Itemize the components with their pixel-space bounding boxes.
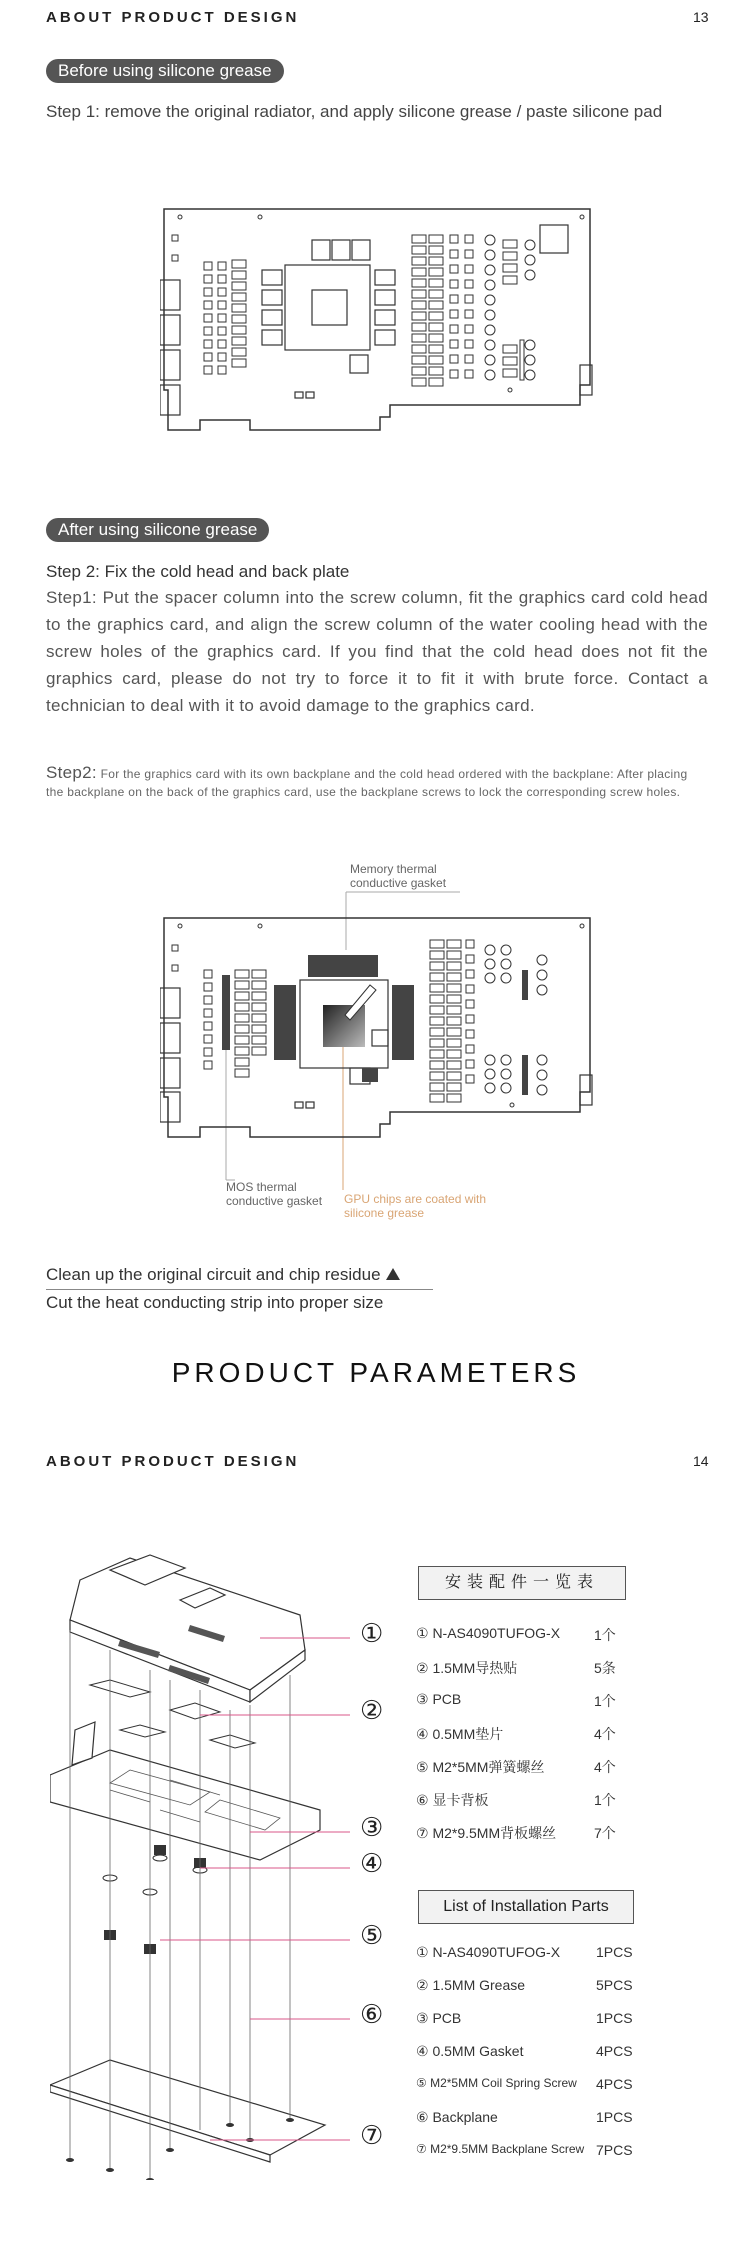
list-item-qty: 5PCS	[596, 1977, 633, 1993]
list-item-qty: 1个	[594, 1792, 616, 1808]
list-item: ③ PCB	[416, 1691, 462, 1707]
callout-3: ③	[360, 1812, 384, 1842]
callout-7: ⑦	[360, 2120, 384, 2150]
list-item: ⑦ M2*9.5MM背板螺丝	[416, 1825, 557, 1841]
list-item: ① N-AS4090TUFOG-X	[416, 1944, 561, 1960]
callout-4: ④	[360, 1848, 384, 1878]
exploded-view-diagram	[50, 1540, 400, 2180]
cleanup-text	[46, 1265, 401, 1285]
list-item-qty: 4个	[594, 1726, 616, 1742]
warning-triangle-icon	[385, 1267, 401, 1281]
list-item: ① N-AS4090TUFOG-X	[416, 1625, 561, 1641]
list-item: ④ 0.5MM垫片	[416, 1726, 504, 1742]
divider	[46, 1289, 433, 1290]
step2-title: Step 2: Fix the cold head and back plate	[46, 562, 350, 581]
list-item: ⑥ 显卡背板	[416, 1792, 489, 1808]
pcb-diagram-before	[160, 205, 600, 435]
list-item-qty: 4PCS	[596, 2043, 633, 2059]
list-item-qty: 1个	[594, 1693, 616, 1709]
cleanup-label: Clean up the original circuit and chip residue	[46, 1265, 381, 1284]
callout-6: ⑥	[360, 1999, 384, 2029]
mos-gasket-label: MOS thermal conductive gasket	[226, 1180, 323, 1208]
page-header-2: ABOUT PRODUCT DESIGN	[46, 1453, 300, 1470]
list-item-qty: 1PCS	[596, 1944, 633, 1960]
pcb-diagram-after	[160, 870, 600, 1200]
cut-text: Cut the heat conducting strip into proper size	[46, 1293, 384, 1312]
page-number: 13	[693, 9, 709, 25]
list-item-qty: 4个	[594, 1759, 616, 1775]
list-item-qty: 1PCS	[596, 2010, 633, 2026]
en-list-title: List of Installation Parts	[418, 1890, 634, 1924]
page-header: ABOUT PRODUCT DESIGN	[46, 9, 300, 26]
gpu-grease-label: GPU chips are coated with silicone grease	[344, 1192, 487, 1220]
list-item-qty: 1个	[594, 1627, 616, 1643]
step1-text: Step 1: remove the original radiator, and apply silicone grease / paste silicone pad	[46, 102, 663, 121]
list-item: ⑦ M2*9.5MM Backplane Screw	[416, 2142, 585, 2156]
list-item: ⑥ Backplane	[416, 2109, 498, 2125]
callout-1: ①	[360, 1618, 384, 1648]
before-label: Before using silicone grease	[46, 59, 284, 83]
list-item-qty: 5条	[594, 1660, 616, 1676]
list-item-qty: 1PCS	[596, 2109, 633, 2125]
list-item-qty: 7PCS	[596, 2142, 633, 2158]
step2b-paragraph	[46, 764, 708, 801]
cn-list-title: 安装配件一览表	[418, 1566, 626, 1600]
list-item: ③ PCB	[416, 2010, 462, 2026]
after-label: After using silicone grease	[46, 518, 269, 542]
list-item: ④ 0.5MM Gasket	[416, 2043, 524, 2059]
step2b-text: For the graphics card with its own backplane and the cold head ordered with the backplane: After placing the backplane on the back of the graphics card, use the backplane screws to lock the corresponding screw holes.	[46, 767, 688, 799]
page-number-2: 14	[693, 1453, 709, 1469]
list-item: ⑤ M2*5MM Coil Spring Screw	[416, 2076, 577, 2090]
list-item-qty: 7个	[594, 1825, 616, 1841]
callout-5: ⑤	[360, 1920, 384, 1950]
step2-paragraph: Step1: Put the spacer column into the screw column, fit the graphics card cold head to the graphics card, and align the screw column of the water cooling head with the screw holes of the graphics card. If you find that the cold head does not fit the graphics card, please do not try to force it to fit it with brute force. Contact a technician to deal with it to avoid damage to the graphics card.	[46, 588, 708, 715]
section-title: PRODUCT PARAMETERS	[171, 1357, 581, 1388]
memory-gasket-label: Memory thermal conductive gasket	[350, 862, 447, 890]
callout-2: ②	[360, 1695, 384, 1725]
list-item: ② 1.5MM Grease	[416, 1977, 526, 1993]
step2b-prefix: Step2:	[46, 763, 97, 782]
list-item-qty: 4PCS	[596, 2076, 633, 2092]
list-item: ⑤ M2*5MM弹簧螺丝	[416, 1759, 545, 1775]
list-item: ② 1.5MM导热贴	[416, 1660, 518, 1676]
